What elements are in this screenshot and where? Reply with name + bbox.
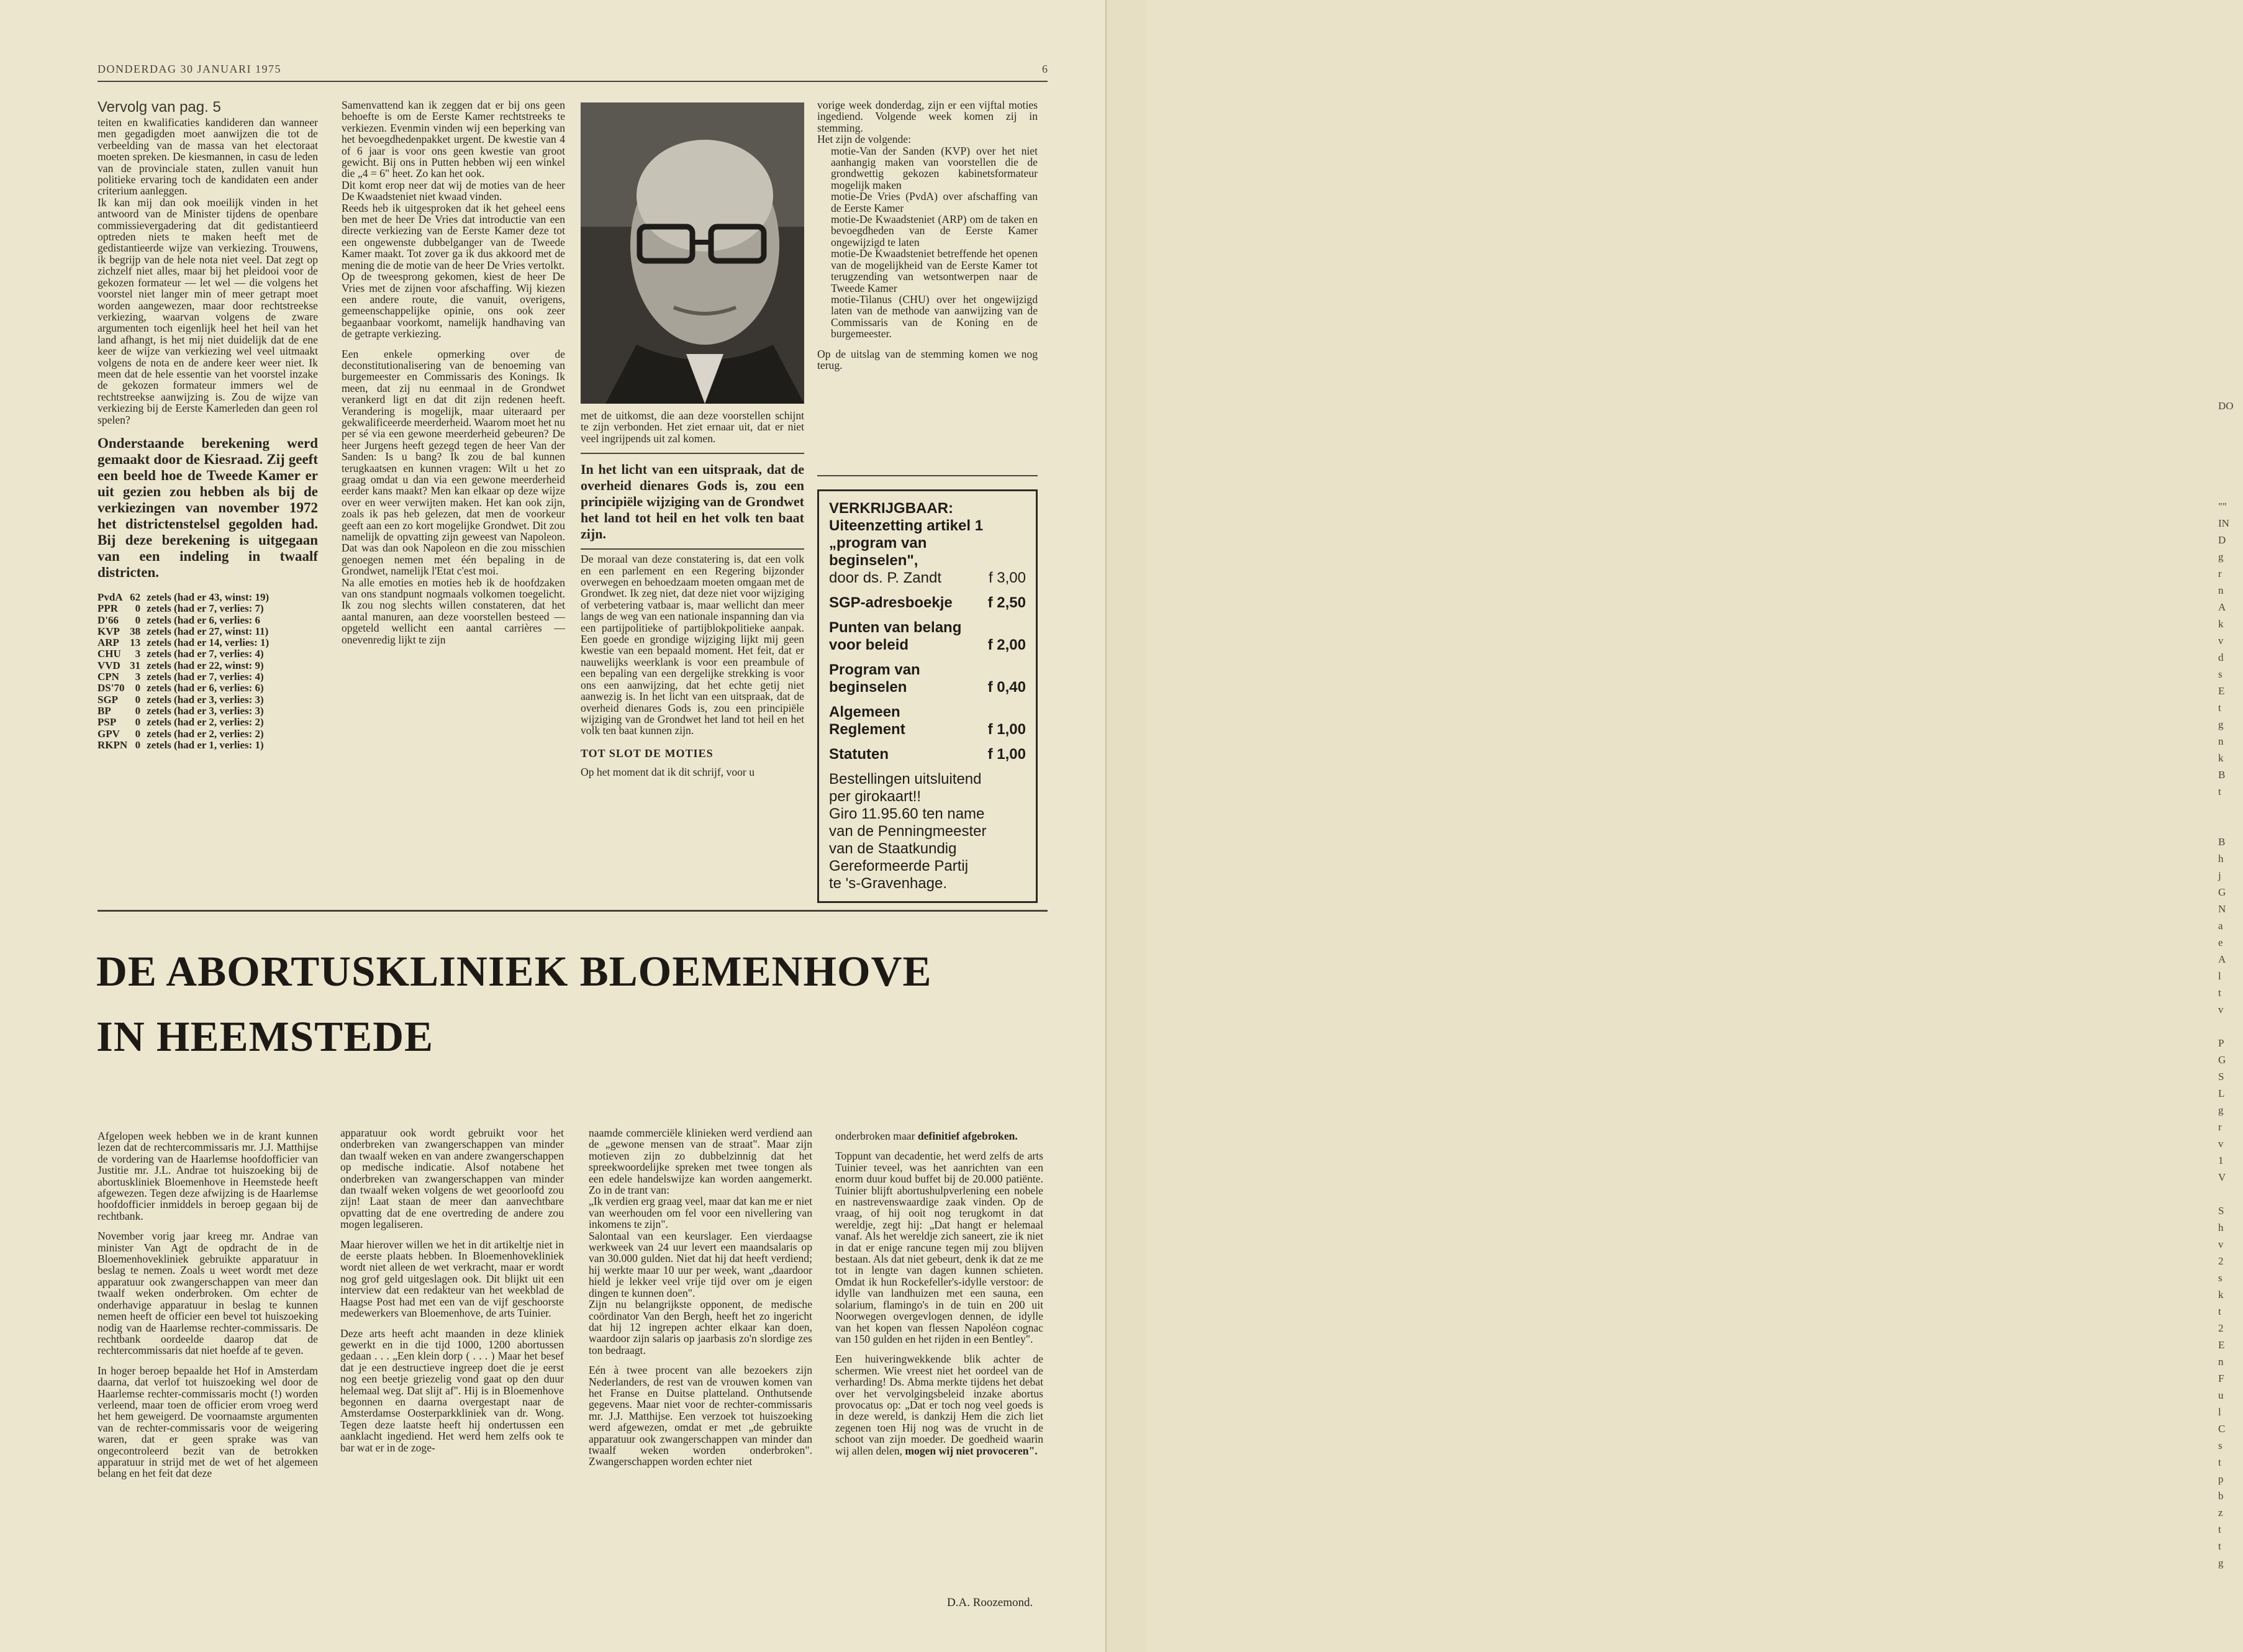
paragraph: Ik kan mij dan ook moeilijk vinden in het antwoord van de Minister tijdens de openbare commissievergadering dat dit gedistantieerd optreden niets te maken heeft met de gedistantieerde wijze van verkiezing. Trouwens, ik begrijp van de hele nota niet veel. Dat zegt op zichzelf niet alles, maar bij het pleidooi voor de gekozen formateur — let wel — die volgens het voorstel niet langer min of meer getrapt moet worden aangewezen, maar door rechtstreekse verkiezing, waarvan volgens de zware argumenten toch eigenlijk heel het heil van het land afhangt, is het mij niet duidelijk dat de ene keer de wijze van verkiezing wel veel uitmaakt volgens de nota en de andere keer weer niet. Ik meen dat de hele essentie van het voorstel inzake de gekozen formateur immers wel de rechtstreekse aanwijzing is. Zou de wijze van verkiezing bij de Eerste Kamerleden dan geen rol spelen? — [97, 196, 318, 426]
ad-order-line: te 's-Gravenhage. — [829, 875, 948, 892]
seat-change-note: zetels (had er 7, verlies: 7) — [147, 602, 264, 615]
continued-from-label: Vervolg van pag. 5 — [97, 99, 221, 116]
paragraph: Dit komt erop neer dat wij de moties van de heer De Kwaadsteniet niet kwaad vinden. — [342, 178, 565, 203]
emphasis: mogen wij niet provoceren". — [905, 1444, 1038, 1457]
ad-item: door ds. P. Zandt — [829, 570, 942, 586]
paragraph — [835, 1130, 1043, 1141]
paragraph: Na alle emoties en moties heb ik de hoofdzaken van ons standpunt nogmaals volkomen toegelicht. Ik zou nog slechts willen constateren, dat het aantal manuren, aan deze voorstellen besteed — opgeteld wellicht een aantal carrières — onevenredig lijkt te zijn — [342, 576, 565, 646]
district-results-table — [97, 592, 271, 751]
paragraph: Reeds heb ik uitgesproken dat ik het geheel eens ben met de heer De Vries dat introductie van een directe verkiezing van de Eerste Kamer deze tot een ongewenste dubbelganger van de Tweede Kamer maakt. Tot zover ga ik dus akkoord met de mening die de motie van de heer De Vries vertolkt. — [342, 201, 565, 271]
ad-price-row — [829, 570, 1026, 587]
seat-change-note: zetels (had er 7, verlies: 4) — [147, 648, 264, 660]
motion-item: motie-Van der Sanden (KVP) over het niet aanhangig maken van voorstellen die de grondwettig gekozen kabinetsformateur mogelijk maken — [831, 144, 1038, 191]
party-name: DS'70 — [97, 682, 125, 694]
party-name: SGP — [97, 693, 119, 706]
results-row — [97, 637, 271, 648]
abortion-article-col-4 — [835, 1130, 1043, 1590]
abortion-article-col-1 — [97, 1130, 318, 1627]
portrait-photo — [581, 102, 804, 404]
seat-count: 3 — [135, 648, 141, 660]
header-rule — [97, 81, 1048, 82]
seat-count: 0 — [135, 614, 141, 626]
section-subhead: TOT SLOT DE MOTIES — [581, 747, 714, 760]
party-name: RKPN — [97, 738, 128, 751]
seat-count: 38 — [130, 625, 141, 637]
ad-item: SGP-adresboekje — [829, 594, 953, 611]
issue-date: DONDERDAG 30 JANUARI 1975 — [97, 63, 281, 75]
ad-item: Statuten — [829, 746, 889, 763]
seat-change-note: zetels (had er 7, verlies: 4) — [147, 671, 264, 683]
seat-count: 0 — [135, 738, 141, 751]
ad-order-line: Giro 11.95.60 ten name — [829, 806, 985, 822]
seat-change-note: zetels (had er 2, verlies: 2) — [147, 727, 264, 740]
ad-price: f 3,00 — [988, 570, 1026, 586]
seat-change-note: zetels (had er 3, verlies: 3) — [147, 693, 264, 706]
adjacent-page-text: DO "" IN D g r n A k v d s E t g n k B t B h j G N a e A l t v P G S L g r v 1 V S h v 2 s k t 2 E n F u l C s t p b z t t g — [2218, 400, 2234, 1569]
paragraph: Zijn nu belangrijkste opponent, de medische coördinator Van den Bergh, heeft het zo ingericht dat hij 12 ingrepen achter elkaar kan doen, waardoor zijn salaris op jaarbasis zo'n slordige zes ton bedraagt. — [589, 1298, 812, 1356]
text-run: Een huiveringwekkende blik achter de schermen. Wie vreest niet het oordeel van de verharding! Ds. Abma merkte tijdens het debat over het vervolgingsbeleid inzake abortus provocatus op: „Dat er toch nog veel goeds is in deze wereld, is dankzij Hem die zich liet zegenen toen Hij nog was de vrucht in de schoot van zijn moeder. De goedheid waarin wij allen delen, — [835, 1353, 1043, 1457]
ad-line: Program van — [829, 661, 920, 678]
ad-price: f 1,00 — [987, 721, 1026, 738]
ad-line: Uiteenzetting artikel 1 — [829, 517, 984, 534]
paragraph: vorige week donderdag, zijn er een vijftal moties ingediend. Volgende week komen zij in stemming. — [817, 99, 1038, 134]
paragraph: Deze arts heeft acht maanden in deze kliniek gewerkt en in die tijd 1000, 1200 abortussen gedaan . . . „Een klein dorp ( . . . ) Maar het besef dat je een destructieve ingreep doet die je eerst nog een beetje griezelig vond gaat op den duur helemaal weg. Dat slijt af". Hij is in Bloemenhove begonnen en daarna overgestapt naar de Amsterdamse Oosterparkkliniek van dr. Wong. Tegen deze laatste heeft hij ondertussen een aanklacht ingediend. Het werd hem zelfs ook te bar wat er in de zoge- — [340, 1327, 564, 1454]
paragraph: De moraal van deze constatering is, dat een volk en een parlement en een Regering bijzonder overwegen en behoedzaam moeten omgaan met de Grondwet. Ik zeg niet, dat deze niet voor wijziging of verbetering vatbaar is, maar wellicht dan meer langs de weg van een nationale inspanning dan via een partijpolitieke of partijblokpolitieke aanpak. Een goede en grondige wijziging lijkt mij geen kwestie van een bepaald moment. Het feit, dat er nauwelijks weerklank is voor een preambule of een bepaling van een dergelijke strekking is voor ons een aanwijzing, dat het echte getij niet aanwezig is. In het licht van een uitspraak, dat de overheid dienares Gods is, zou een principiële wijziging van de Grondwet het land tot heil en het volk ten baat kunnen zijn. — [581, 553, 804, 737]
seat-count: 0 — [135, 704, 141, 717]
paragraph: naamde commerciële klinieken werd verdiend aan de „gewone mensen van de straat". Maar zijn motieven zijn zo dubbelzinnig dat het spreekwoordelijke spreken met twee tongen als een edele handelswijze kan worden aangemerkt. Zo in de trant van: — [589, 1127, 812, 1197]
headline-line-2: IN HEEMSTEDE — [96, 1013, 434, 1060]
seat-count: 3 — [135, 671, 141, 683]
paragraph: Een enkele opmerking over de deconstitutionalisering van de benoeming van burgemeester en Commissaris des Konings. Ik meen, dat zij nu eenmaal in de Grondwet verankerd ligt en dat dit zijn redenen heeft. Verandering is mogelijk, maar uiteraard per gekwalificeerde meerderheid. Waarom moet het nu per sé via een gewone meerderheid gebeuren? De heer Jurgens heeft gezegd tegen de heer Van der Sanden: Is u bang? Ik zou de bal kunnen terugkaatsen en kunnen vragen: Wilt u het zo graag omdat u dan via een gewone meerderheid eerder kans maakt? Men kan elkaar op deze wijze over en weer verwijten maken. Het kan ook zijn, zoals ik pas heb gelezen, dat men de voorkeur geeft aan een zo kort mogelijke Grondwet. Dit zou namelijk de opvatting zijn geweest van Napoleon. Dat was dan ook Napoleon en die zou misschien genoegen nemen met één bepaling in de Grondwet, namelijk l'Etat c'est moi. — [342, 347, 565, 578]
paragraph: apparatuur ook wordt gebruikt voor het onderbreken van zwangerschappen van minder dan twaalf weken en van andere zwangerschappen op medische indicatie. Alsof notabene het onderbreken van zwangerschappen van minder dan twaalf weken volgens de wet geoorloofd zou zijn! Laat staan de meer dan aanvechtbare opvatting dat de ene overtreding de andere zou mogen legaliseren. — [340, 1127, 564, 1231]
ad-item: voor beleid — [829, 637, 909, 653]
ad-price-row — [829, 637, 1026, 654]
ad-line: „program van — [829, 535, 927, 551]
ad-line: Algemeen — [829, 704, 900, 720]
results-row — [97, 671, 271, 683]
ad-price: f 2,00 — [987, 637, 1026, 653]
ad-price-row — [829, 746, 1026, 763]
text-run: onderbroken maar — [835, 1130, 915, 1142]
party-name: VVD — [97, 659, 120, 671]
seat-change-note: zetels (had er 22, winst: 9) — [147, 659, 264, 671]
pull-quote: In het licht van een uitspraak, dat de overheid dienares Gods is, zou een principiële wijziging van de Grondwet het land tot heil en het volk ten baat zijn. — [581, 461, 804, 542]
seat-count: 0 — [135, 682, 141, 694]
ad-order-line: per girokaart!! — [829, 788, 922, 805]
ad-price: f 0,40 — [987, 679, 1026, 696]
ad-order-line: Gereformeerde Partij — [829, 858, 969, 874]
results-row — [97, 615, 271, 626]
results-row — [97, 706, 271, 717]
paragraph: Maar hierover willen we het in dit artikeltje niet in de eerste plaats hebben. In Bloemenhovekliniek wordt niet alleen de wet verkracht, maar er wordt nog grof geld uitgeslagen ook. Dit blijkt uit een interview dat een redakteur van het weekblad de Haagse Post had met een van de vijf geschoorste medewerkers van Bloemenhove, de arts Tuinier. — [340, 1238, 564, 1320]
quote-rule — [581, 453, 804, 454]
seat-count: 13 — [130, 637, 141, 649]
seat-change-note: zetels (had er 6, verlies: 6) — [147, 682, 264, 694]
article-middle-column — [342, 99, 565, 891]
motion-item: motie-De Kwaadsteniet betreffende het openen van de mogelijkheid van de Eerste Kamer tot terugzending van wetsontwerpen naar de Tweede Kamer — [831, 247, 1038, 294]
article-continued-column — [97, 99, 318, 891]
ad-title: VERKRIJGBAAR: — [829, 500, 954, 517]
paragraph — [835, 1353, 1043, 1456]
ad-top-rule — [817, 475, 1038, 476]
paragraph: Eén à twee procent van alle bezoekers zijn Nederlanders, de rest van de vrouwen komen van het Franse en Duitse platteland. Onthutsende gegevens. Maar niet voor de rechter-commissaris mr. J.J. Matthijse. Een verzoek tot huiszoeking werd afgewezen, omdat er met „de gebruikte apparatuur ook zwangerschappen van minder dan twaalf weken worden onderbroken". Zwangerschappen worden echter niet — [589, 1364, 812, 1468]
section-divider — [97, 910, 1048, 912]
paragraph: Salontaal van een keurslager. Een vierdaagse werkweek van 24 uur levert een maandsalaris op van 30.000 gulden. Niet dat hij dat heeft verdiend; hij werkte maar 10 uur per week, want „daardoor hield je lekker veel vrije tijd over om je eigen dingen te kunnen doen". — [589, 1229, 812, 1299]
results-row — [97, 626, 271, 637]
results-row — [97, 740, 271, 751]
ad-order-line: van de Penningmeester — [829, 823, 987, 840]
author-signature: D.A. Roozemond. — [947, 1596, 1033, 1609]
page-header — [97, 60, 1048, 79]
ad-item: Reglement — [829, 721, 905, 738]
seat-change-note: zetels (had er 6, verlies: 6 — [147, 614, 261, 626]
ad-line: Punten van belang — [829, 619, 962, 636]
paragraph: Op de tweesprong gekomen, kiest de heer De Vries met de zijnen voor afschaffing. Wij kiezen een andere route, die vanuit, overigens, gemeenschappelijke opinie, ons ook zeer begaanbaar voorkomt, namelijk handhaving van de getrapte verkiezing. — [342, 270, 565, 340]
seat-count: 0 — [135, 716, 141, 728]
results-row — [97, 603, 271, 614]
seat-change-note: zetels (had er 14, verlies: 1) — [147, 637, 270, 649]
paragraph: teiten en kwalificaties kandideren dan wanneer men gegadigden moet aanwijzen die tot de verbeelding van de massa van het electoraat moeten spreken. De kiesmannen, in casu de leden van de provinciale staten, zullen vanuit hun politieke ervaring toch de kandidaten een ander criterium aanleggen. — [97, 116, 318, 197]
article-right-column — [581, 410, 804, 901]
paragraph: Op de uitslag van de stemming komen we nog terug. — [817, 347, 1038, 371]
seat-change-note: zetels (had er 3, verlies: 3) — [147, 704, 264, 717]
motion-item: motie-Tilanus (CHU) over het ongewijzigd laten van de methode van aanwijzing van de Commissaris van de Koning en de burgemeester. — [831, 293, 1038, 340]
paragraph: met de uitkomst, die aan deze voorstellen schijnt te zijn verbonden. Het ziet ernaar uit, dat er niet veel ingrijpends uit zal komen. — [581, 409, 804, 445]
paragraph: In hoger beroep bepaalde het Hof in Amsterdam daarna, dat verlof tot huiszoeking wel door de Haarlemse rechter-commissaris mocht (!) worden verleend, maar toen de officier erom vroeg werd het hem geweigerd. De voornaamste argumenten van de rechter-commissaris voor de weigering waren, dat er geen sprake was van ongecontroleerd bezit van de betrokken apparatuur in strijd met de wet of het algemeen belang en het feit dat deze — [97, 1364, 318, 1480]
party-name: PvdA — [97, 591, 123, 603]
party-name: ARP — [97, 637, 119, 649]
results-row — [97, 660, 271, 671]
headline-line-1: DE ABORTUSKLINIEK BLOEMENHOVE — [96, 948, 932, 995]
results-row — [97, 683, 271, 694]
ad-order-line: van de Staatkundig — [829, 840, 957, 857]
motion-item: motie-De Kwaadsteniet (ARP) om de taken en bevoegdheden van de Eerste Kamer ongewijzigd te laten — [831, 213, 1038, 248]
results-row — [97, 694, 271, 706]
motions-column — [817, 99, 1038, 447]
ad-price-row — [829, 721, 1026, 738]
results-row — [97, 592, 271, 603]
ad-price-row — [829, 679, 1026, 696]
abortion-article-col-2 — [340, 1127, 564, 1627]
ad-line: beginselen", — [829, 552, 918, 569]
party-name: KVP — [97, 625, 120, 637]
seat-count: 31 — [130, 659, 141, 671]
seat-count: 0 — [135, 727, 141, 740]
portrait-illustration — [581, 102, 804, 404]
ad-item: beginselen — [829, 679, 907, 696]
adjacent-page-edge — [1105, 0, 2234, 1652]
paragraph: „Ik verdien erg graag veel, maar dat kan me er niet van weerhouden om fel voor een nivellering van inkomens te zijn". — [589, 1195, 812, 1231]
paragraph: November vorig jaar kreeg mr. Andrae van minister Van Agt de opdracht de in de Bloemenhovekliniek gebruikte apparatuur in beslag te nemen. Zoals u weet wordt met deze apparatuur ook zwangerschappen van meer dan twaalf weken onderbroken. Om echter de onderhavige apparatuur in beslag te kunnen nemen heeft de officier een bevel tot huiszoeking nodig van de Haarlemse rechter-commissaris. De rechtbank oordeelde daarop dat de rechtercommissaris dat niet hoefde af te geven. — [97, 1230, 318, 1357]
ad-price: f 1,00 — [987, 746, 1026, 763]
quote-rule — [581, 548, 804, 550]
results-row — [97, 728, 271, 740]
seat-change-note: zetels (had er 1, verlies: 1) — [147, 738, 264, 751]
seat-change-note: zetels (had er 2, verlies: 2) — [147, 716, 264, 728]
ad-price-row — [829, 594, 1026, 612]
party-name: BP — [97, 704, 111, 717]
paragraph: Samenvattend kan ik zeggen dat er bij ons geen behoefte is om de Eerste Kamer rechtstreeks te verkiezen. Evenmin vinden wij een beperking van het bevoegdhedenpakket urgent. De kwestie van 4 of 6 jaar is voor ons geen kwestie van groot gewicht. Bij ons in Putten hebben wij een winkel die „4 = 6" heet. Zo kan het ook. — [342, 99, 565, 180]
paragraph: Op het moment dat ik dit schrijf, voor u — [581, 766, 754, 779]
party-name: PPR — [97, 602, 119, 615]
page-number: 6 — [1042, 63, 1048, 75]
ad-order-line: Bestellingen uitsluitend — [829, 771, 982, 787]
sgp-advertisement — [817, 489, 1038, 903]
paragraph: Toppunt van decadentie, het werd zelfs de arts Tuinier teveel, was het aanrichten van een enorm duur koud buffet bij de 20.000 patiënte. Tuinier blijft abortushulpverlening een nobele en nastrevenswaardige zaak vinden. Op de vraag, of hij ooit nog terugkomt in dat wereldje, zegt hij: „Dat hangt er helemaal vanaf. Als het wereldje zich saneert, zie ik niet in dat er enige rancune tegen mij zou blijven bestaan. Als dat niet gebeurt, denk ik dat ze me tot in lengte van dagen kunnen schieten. Omdat ik hun Rockefeller's-idylle verstoor: de idylle van landhuizen met een sauna, een solarium, flamingo's in de tuin en 200 uit Noorwegen overgevlogen dennen, de idylle van het kopen van flessen Napoléon cognac van 150 gulden en het rijden in een Bentley". — [835, 1150, 1043, 1345]
party-name: GPV — [97, 727, 120, 740]
seat-count: 0 — [135, 602, 141, 615]
results-row — [97, 717, 271, 728]
results-row — [97, 648, 271, 660]
seat-count: 62 — [130, 591, 141, 603]
party-name: CPN — [97, 671, 119, 683]
paragraph: Afgelopen week hebben we in de krant kunnen lezen dat de rechtercommissaris mr. J.J. Matthijse de vordering van de Haarlemse hoofdofficier van Justitie mr. J.L. Andrae tot huiszoeking bij de abortuskliniek Bloemenhove in Heemstede heeft afgewezen. Tegen deze afwijzing is de Haarlemse hoofdofficier inmiddels in beroep gegaan bij de rechtbank. — [97, 1130, 318, 1222]
emphasis: definitief afgebroken. — [917, 1130, 1018, 1142]
party-name: PSP — [97, 716, 117, 728]
kiesraad-intro: Onderstaande berekening werd gemaakt door de Kiesraad. Zij geeft een beeld hoe de Tweede Kamer er uit gezien zou hebben als bij de verkiezingen van november 1972 het districtenstelsel gegolden had. Bij deze berekening is uitgegaan van een indeling in twaalf districten. — [97, 435, 318, 580]
ad-price: f 2,50 — [987, 594, 1026, 611]
abortion-article-col-3 — [589, 1127, 812, 1627]
seat-change-note: zetels (had er 43, winst: 19) — [147, 591, 270, 603]
motion-item: motie-De Vries (PvdA) over afschaffing van de Eerste Kamer — [831, 190, 1038, 214]
party-name: CHU — [97, 648, 121, 660]
seat-count: 0 — [135, 693, 141, 706]
party-name: D'66 — [97, 614, 119, 626]
paragraph: Het zijn de volgende: — [817, 133, 911, 146]
seat-change-note: zetels (had er 27, winst: 11) — [147, 625, 269, 637]
